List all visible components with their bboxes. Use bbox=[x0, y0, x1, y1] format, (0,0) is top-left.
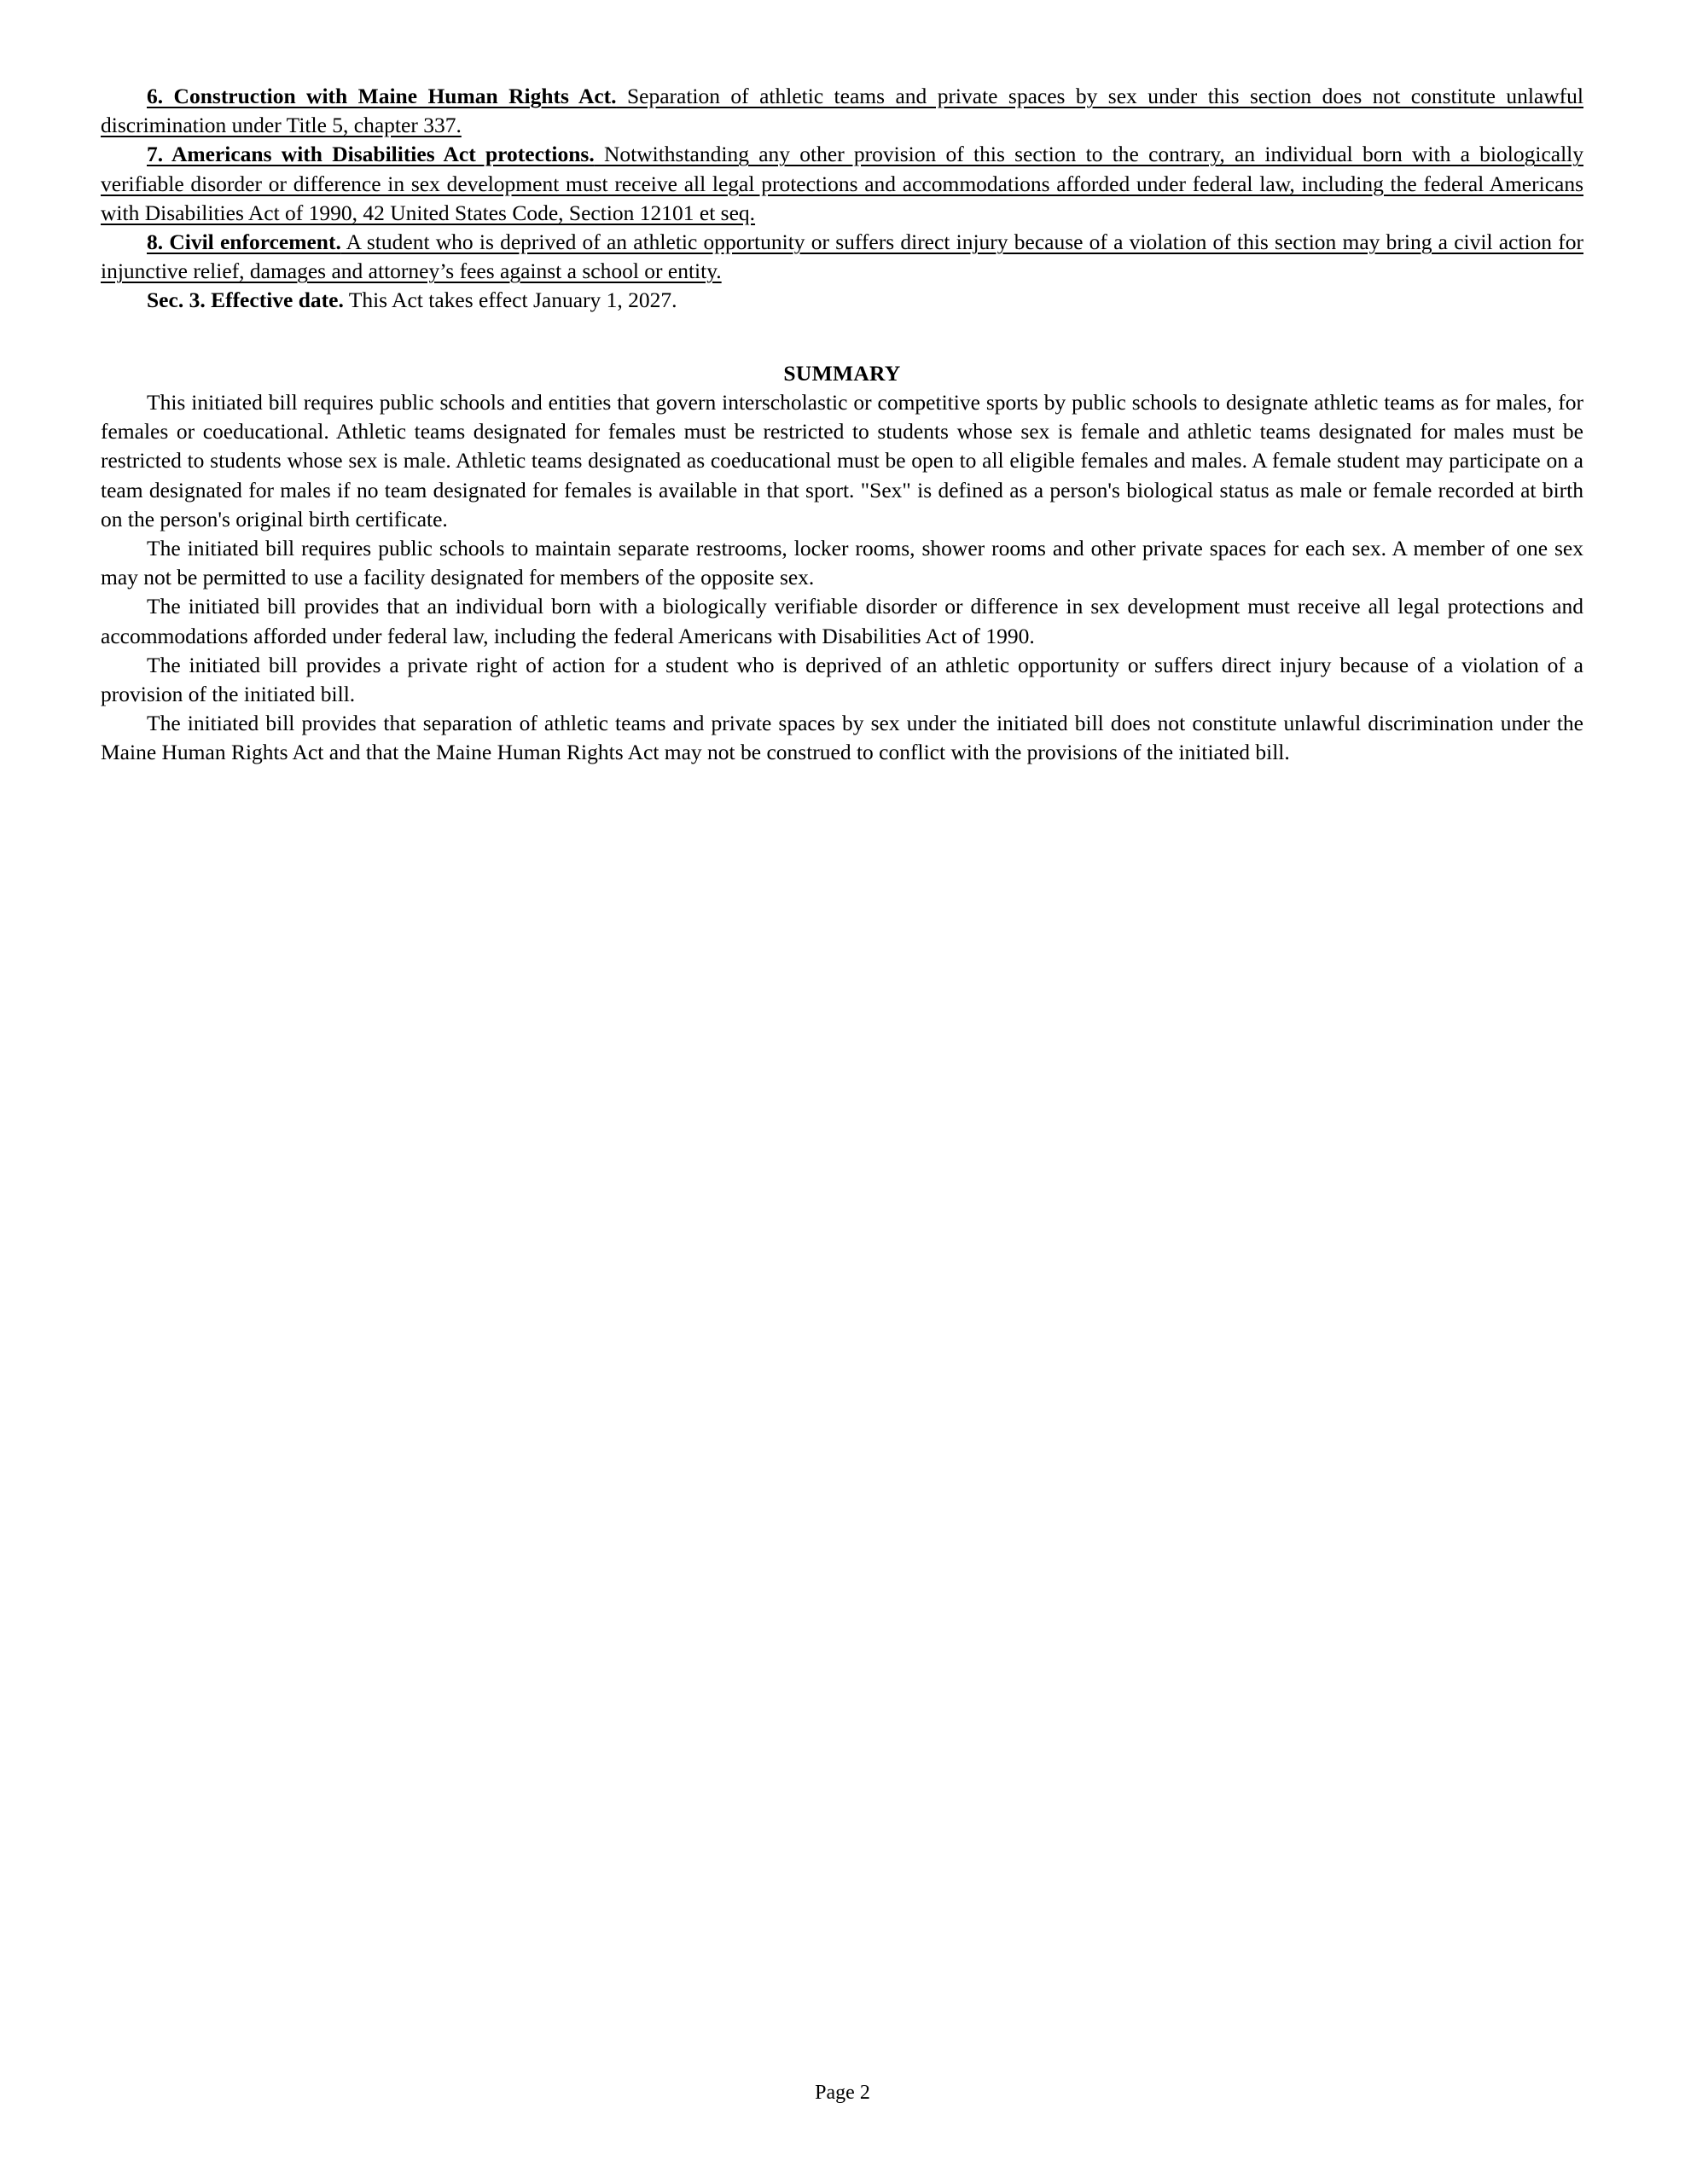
section-7-heading: 7. Americans with Disabilities Act protections. bbox=[147, 142, 595, 167]
section-6-paragraph bbox=[101, 82, 1583, 140]
effective-date-line bbox=[101, 286, 1583, 315]
section-6-heading: 6. Construction with Maine Human Rights Act. bbox=[147, 84, 617, 108]
effective-date-body: This Act takes effect January 1, 2027. bbox=[343, 288, 677, 313]
page-number-label: Page 2 bbox=[815, 2082, 870, 2104]
section-7-body: Notwithstanding any other provision of this section to the contrary, an individual born with a biologically verifiable disorder or difference in sex development must receive all legal protections and accommodations afforded under federal law, including the federal Americans with Disabilities Act of 1990, 42 United States Code, Section 12101 et seq. bbox=[101, 142, 1583, 225]
summary-paragraph-3: The initiated bill provides that an individual born with a biologically verifiable disorder or difference in sex development must receive all legal protections and accommodations afforded under federal law, including the federal Americans with Disabilities Act of 1990. bbox=[101, 594, 1583, 648]
section-8-heading: 8. Civil enforcement. bbox=[147, 229, 341, 255]
summary-paragraph-1: This initiated bill requires public schools and entities that govern interscholastic or competitive sports by public schools to designate athletic teams as for males, for females or coeducational. Athletic teams designated for females must be restricted to students whose sex is female and athletic teams designated for males must be restricted to students whose sex is male. Athletic teams designated as coeducational must be open to all eligible females and males. A female student may participate on a team designated for males if no team designated for females is available in that sport. "Sex" is defined as a person's biological status as male or female recorded at birth on the person's original birth certificate. bbox=[101, 390, 1583, 531]
summary-paragraph-2: The initiated bill requires public schools to maintain separate restrooms, locker rooms, shower rooms and other private spaces for each sex. A member of one sex may not be permitted to use a facility designated for members of the opposite sex. bbox=[101, 536, 1583, 590]
page-content bbox=[101, 82, 1583, 768]
section-8-paragraph bbox=[101, 228, 1583, 286]
effective-date-heading: Sec. 3. Effective date. bbox=[147, 288, 344, 313]
summary-paragraph-4: The initiated bill provides a private right of action for a student who is deprived of an athletic opportunity or suffers direct injury because of a violation of a provision of the initiated bill. bbox=[101, 652, 1583, 707]
section-8-body: A student who is deprived of an athletic opportunity or suffers direct injury because of a violation of this section may bring a civil action for injunctive relief, damages and attorney’s fees against a school or entity. bbox=[101, 229, 1583, 284]
section-7-paragraph bbox=[101, 140, 1583, 228]
summary-paragraph-5: The initiated bill provides that separation of athletic teams and private spaces by sex under the initiated bill does not constitute unlawful discrimination under the Maine Human Rights Act and that the Maine Human Rights Act may not be construed to conflict with the provisions of the initiated bill. bbox=[101, 711, 1583, 765]
blank-line-spacer-half bbox=[101, 345, 1583, 359]
blank-line-spacer bbox=[101, 316, 1583, 345]
summary-heading: SUMMARY bbox=[783, 360, 901, 386]
section-6-body: Separation of athletic teams and private spaces by sex under this section does not constitute unlawful discrimination under Title 5, chapter 337. bbox=[101, 84, 1583, 138]
page-footer bbox=[0, 2082, 1685, 2105]
